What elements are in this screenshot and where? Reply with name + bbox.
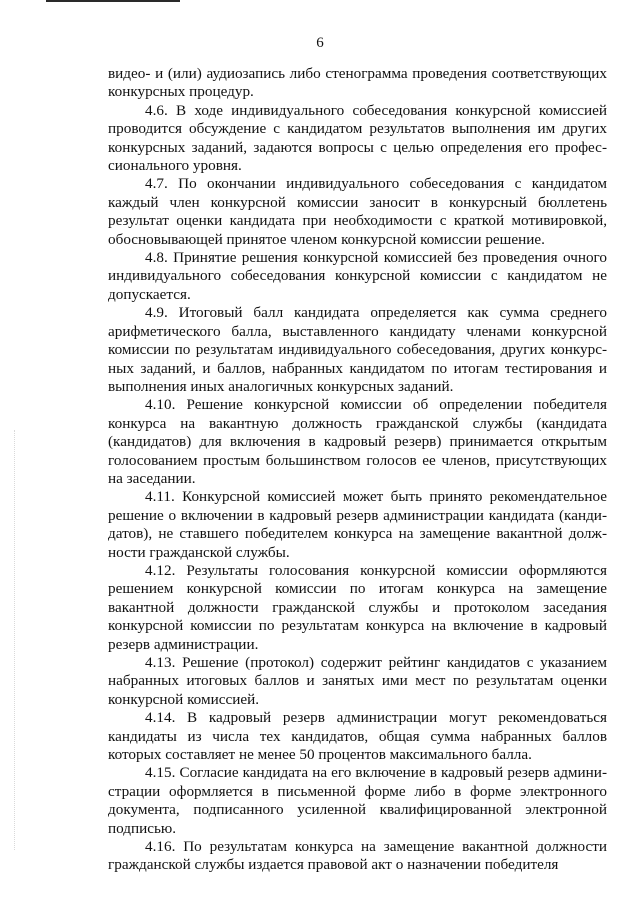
page-number: 6 <box>316 35 324 51</box>
paragraph-continuation: видео- и (или) аудиозапись либо стенограмма проведения соответствующих конкурсных процедур. <box>108 65 607 101</box>
document-body <box>108 65 607 875</box>
paragraph-4-10: 4.10. Решение конкурсной комиссии об определении победителя конкурса на вакантную должность гражданской службы (кандидата (кандидатов) для включения в кадровый резерв) принимается открытым голосованием простым большинством голосов ее членов, присутствующих на заседании. <box>108 396 607 487</box>
paragraph-4-13: 4.13. Решение (протокол) содержит рейтинг кандидатов с указанием набранных итоговых баллов и занятых ими мест по результатам оценки конкурсной комиссией. <box>108 654 607 708</box>
top-rule <box>46 0 180 2</box>
paragraph-4-16: 4.16. По результатам конкурса на замещение вакантной должности гражданской службы издается правовой акт о назначении победителя <box>108 838 607 874</box>
paragraph-4-11: 4.11. Конкурсной комиссией может быть принято рекомендательное решение о включении в кадровый резерв администрации кандидата (кандидатов), не ставшего победителем конкурса на замещение вакантной должности гражданской службы. <box>108 488 607 561</box>
paragraph-4-6: 4.6. В ходе индивидуального собеседования конкурсной комиссией проводится обсуждение с кандидатом результатов выполнения им других конкурсных заданий, задаются вопросы с целью определения его профессионального уровня. <box>108 101 607 175</box>
paragraph-4-15: 4.15. Согласие кандидата на его включение в кадровый резерв администрации оформляется в письменной форме либо в форме электронного документа, подписанного усиленной квалифицированной электронной подписью. <box>108 764 607 837</box>
paragraph-4-14: 4.14. В кадровый резерв администрации могут рекомендоваться кандидаты из числа тех кандидатов, общая сумма набранных баллов которых составляет не менее 50 процентов максимального балла. <box>108 709 607 764</box>
paragraph-4-9: 4.9. Итоговый балл кандидата определяется как сумма среднего арифметического балла, выставленного кандидату членами конкурсной комиссии по результатам индивидуального собеседования, других конкурсных заданий, и баллов, набранных кандидатом по итогам тестирования и выполнения иных аналогичных конкурсных заданий. <box>108 304 607 395</box>
paragraph-4-12: 4.12. Результаты голосования конкурсной комиссии оформляются решением конкурсной комиссии по итогам конкурса на замещение вакантной должности гражданской службы и протоколом заседания конкурсной комиссии по результатам конкурса на включение в кадровый резерв администрации. <box>108 561 607 653</box>
paragraph-4-8: 4.8. Принятие решения конкурсной комиссией без проведения очного индивидуального собеседования конкурсной комиссии с кандидатом не допускается. <box>108 249 607 303</box>
paragraph-4-7: 4.7. По окончании индивидуального собеседования с кандидатом каждый член конкурсной комиссии заносит в конкурсный бюллетень результат оценки кандидата при необходимости с краткой мотивировкой, обосновывающей принятое членом конкурсной комиссии решение. <box>108 175 607 248</box>
scan-margin-mark <box>14 430 16 850</box>
